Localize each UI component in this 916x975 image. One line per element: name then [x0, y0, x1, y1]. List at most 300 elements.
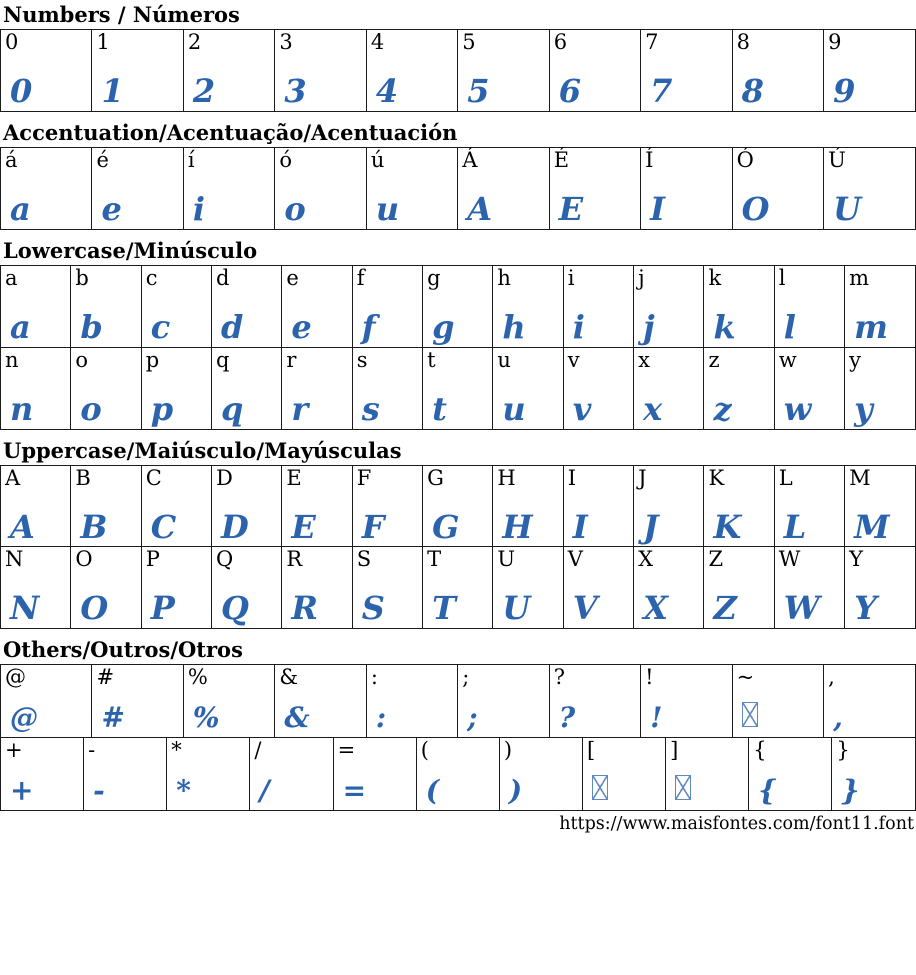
- character-label: y: [849, 347, 861, 372]
- character-label: h: [497, 266, 511, 291]
- character-label: [: [586, 737, 596, 762]
- character-label: e: [286, 266, 299, 291]
- character-label: B: [75, 465, 91, 490]
- character-label: 9: [828, 30, 842, 55]
- font-glyph: I: [572, 507, 588, 546]
- font-glyph: u: [502, 389, 526, 428]
- font-glyph: Z: [713, 589, 737, 628]
- font-glyph: m: [854, 308, 888, 347]
- font-glyph: ): [508, 773, 523, 807]
- notdef-box-icon: [592, 775, 608, 800]
- character-label: S: [356, 547, 372, 572]
- glyph-cell-í: [183, 147, 276, 230]
- glyph-cell-u: [492, 347, 564, 430]
- glyph-cell-z: [703, 347, 775, 430]
- font-glyph: P: [150, 589, 175, 628]
- glyph-cell-3: [274, 29, 367, 112]
- font-glyph: a: [10, 308, 31, 347]
- character-label: ó: [279, 148, 293, 173]
- font-glyph: i: [192, 190, 206, 229]
- glyph-cell-w: [774, 347, 846, 430]
- glyph-cell-p: [141, 347, 213, 430]
- character-label: d: [216, 266, 230, 291]
- character-label: 0: [5, 30, 19, 55]
- glyph-cell-Á: [457, 147, 550, 230]
- glyph-cell-f: [352, 265, 424, 348]
- font-glyph: 3: [284, 72, 307, 111]
- missing-glyph: [592, 775, 608, 805]
- glyph-cell-2: [183, 29, 276, 112]
- character-label: ú: [370, 148, 385, 173]
- notdef-box-icon: [742, 702, 758, 727]
- font-glyph: L: [783, 507, 807, 546]
- section-accentuation: [0, 112, 916, 230]
- glyph-cell-k: [703, 265, 775, 348]
- character-label: :: [370, 665, 378, 690]
- character-label: V: [567, 547, 583, 572]
- character-label: w: [778, 347, 797, 372]
- font-glyph: w: [783, 389, 812, 428]
- glyph-row: [0, 465, 916, 548]
- character-label: M: [849, 465, 871, 490]
- character-label: H: [497, 465, 516, 490]
- font-glyph: D: [221, 507, 249, 546]
- character-label: /: [254, 737, 262, 762]
- character-label: E: [286, 465, 302, 490]
- glyph-row: [0, 265, 916, 348]
- font-glyph: K: [713, 507, 742, 546]
- glyph-cell-r: [281, 347, 353, 430]
- font-glyph: @: [10, 701, 38, 735]
- character-label: X: [638, 547, 654, 572]
- glyph-cell-F: [352, 465, 424, 548]
- font-glyph: k: [713, 308, 736, 347]
- font-glyph: *: [176, 773, 191, 807]
- glyph-cell-*: [166, 737, 251, 811]
- character-label: +: [5, 737, 23, 762]
- section-title-numbers: Numbers / Números: [3, 2, 240, 27]
- character-label: I: [567, 465, 577, 490]
- font-glyph: G: [432, 507, 460, 546]
- character-label: r: [286, 347, 297, 372]
- character-label: J: [638, 465, 647, 490]
- font-glyph: !: [650, 701, 663, 735]
- glyph-row: [0, 664, 916, 738]
- font-glyph: Q: [221, 589, 249, 628]
- font-glyph: p: [150, 389, 174, 428]
- font-glyph: ;: [467, 701, 478, 735]
- character-label: ;: [462, 665, 470, 690]
- glyph-cell-g: [422, 265, 494, 348]
- glyph-cell-A: [0, 465, 72, 548]
- section-title-lowercase: Lowercase/Minúsculo: [3, 238, 258, 264]
- font-glyph: I: [650, 190, 666, 229]
- font-glyph: 6: [558, 72, 581, 111]
- font-glyph: 9: [833, 72, 856, 111]
- glyph-cell-{: [748, 737, 833, 811]
- character-label: É: [553, 148, 570, 173]
- font-glyph: M: [854, 507, 890, 546]
- character-label: A: [5, 465, 21, 490]
- character-label: {: [753, 737, 767, 762]
- font-glyph: l: [783, 308, 796, 347]
- source-url: https://www.maisfontes.com/font11.font: [559, 813, 914, 834]
- character-label: K: [708, 465, 725, 490]
- character-label: n: [5, 347, 19, 372]
- notdef-box-icon: [675, 775, 691, 800]
- font-glyph: o: [80, 389, 102, 428]
- font-glyph: Y: [854, 589, 877, 628]
- font-glyph: b: [80, 308, 103, 347]
- glyph-cell-a: [0, 265, 72, 348]
- character-label: a: [5, 266, 18, 291]
- character-label: }: [836, 737, 850, 762]
- character-label: T: [427, 547, 442, 572]
- glyph-cell-@: [0, 664, 93, 738]
- character-label: P: [145, 547, 160, 572]
- glyph-row: [0, 737, 916, 811]
- glyph-cell-0: [0, 29, 93, 112]
- glyph-cell--: [83, 737, 168, 811]
- section-numbers: [0, 0, 916, 112]
- font-glyph: 1: [101, 72, 124, 111]
- glyph-row: [0, 347, 916, 430]
- font-glyph: O: [741, 190, 770, 229]
- glyph-cell-e: [281, 265, 353, 348]
- character-label: m: [849, 266, 870, 291]
- section-title-accentuation: Accentuation/Acentuação/Acentuación: [3, 120, 458, 146]
- glyph-cell-+: [0, 737, 85, 811]
- character-label: 2: [187, 30, 202, 55]
- character-label: i: [567, 266, 575, 291]
- character-label: =: [337, 737, 356, 762]
- glyph-cell-S: [352, 546, 424, 629]
- missing-glyph: [675, 775, 691, 805]
- font-glyph: =: [342, 773, 367, 807]
- glyph-cell-9: [823, 29, 916, 112]
- font-glyph: y: [854, 389, 873, 428]
- font-glyph: n: [10, 389, 34, 428]
- glyph-cell-b: [70, 265, 142, 348]
- glyph-cell-[: [582, 737, 667, 811]
- font-glyph: A: [10, 507, 35, 546]
- font-glyph: T: [432, 589, 456, 628]
- missing-glyph: [742, 702, 758, 732]
- glyph-cell-;: [457, 664, 550, 738]
- glyph-cell-l: [774, 265, 846, 348]
- glyph-cell-}: [831, 737, 916, 811]
- font-glyph: U: [833, 190, 861, 229]
- character-label: í: [187, 148, 195, 173]
- glyph-cell-&: [274, 664, 367, 738]
- glyph-cell-6: [549, 29, 642, 112]
- font-glyph: ,: [833, 701, 843, 735]
- font-glyph: 2: [192, 72, 216, 111]
- character-label: #: [96, 665, 115, 690]
- font-glyph: #: [101, 701, 125, 735]
- glyph-cell-%: [183, 664, 276, 738]
- glyph-cell-5: [457, 29, 550, 112]
- glyph-cell-?: [549, 664, 642, 738]
- glyph-cell-J: [633, 465, 705, 548]
- glyph-cell-B: [70, 465, 142, 548]
- character-label: p: [145, 347, 160, 372]
- character-label: z: [708, 347, 720, 372]
- glyph-cell-:: [366, 664, 459, 738]
- character-label: ]: [670, 737, 679, 762]
- glyph-cell-O: [70, 546, 142, 629]
- font-glyph: C: [150, 507, 177, 546]
- font-glyph: r: [291, 389, 309, 428]
- character-label: f: [356, 266, 365, 291]
- font-glyph: E: [558, 190, 584, 229]
- glyph-row: [0, 546, 916, 629]
- character-label: &: [279, 665, 299, 690]
- character-label: *: [171, 737, 182, 762]
- glyph-cell-Í: [640, 147, 733, 230]
- character-label: s: [356, 347, 368, 372]
- font-glyph: v: [572, 389, 592, 428]
- font-glyph: E: [291, 507, 316, 546]
- character-label: u: [497, 347, 511, 372]
- character-label: v: [567, 347, 580, 372]
- section-lowercase: [0, 230, 916, 430]
- glyph-cell-C: [141, 465, 213, 548]
- glyph-cell-y: [844, 347, 916, 430]
- glyph-cell-#: [91, 664, 184, 738]
- character-label: á: [5, 148, 18, 173]
- font-glyph: 0: [10, 72, 33, 111]
- glyph-cell-H: [492, 465, 564, 548]
- character-label: t: [427, 347, 436, 372]
- glyph-cell-n: [0, 347, 72, 430]
- glyph-cell-Z: [703, 546, 775, 629]
- font-glyph: {: [758, 773, 777, 807]
- character-label: 1: [96, 30, 110, 55]
- glyph-cell-i: [563, 265, 635, 348]
- glyph-row: [0, 29, 916, 112]
- font-glyph: x: [643, 389, 663, 428]
- character-label: l: [778, 266, 786, 291]
- character-label: Q: [216, 547, 234, 572]
- character-label: Ó: [736, 148, 754, 173]
- glyph-cell-D: [211, 465, 283, 548]
- character-label: N: [5, 547, 24, 572]
- glyph-cell-x: [633, 347, 705, 430]
- glyph-cell-Ú: [823, 147, 916, 230]
- glyph-cell-c: [141, 265, 213, 348]
- font-glyph: e: [291, 308, 312, 347]
- character-label: c: [145, 266, 158, 291]
- character-label: ,: [828, 665, 835, 690]
- character-label: Á: [462, 148, 478, 173]
- glyph-cell-1: [91, 29, 184, 112]
- character-label: W: [778, 547, 801, 572]
- font-glyph: d: [221, 308, 244, 347]
- glyph-cell-U: [492, 546, 564, 629]
- font-glyph: H: [502, 507, 533, 546]
- character-label: G: [427, 465, 444, 490]
- character-label: -: [88, 737, 96, 762]
- character-label: L: [778, 465, 793, 490]
- character-label: ~: [736, 665, 755, 690]
- glyph-cell-N: [0, 546, 72, 629]
- character-label: ?: [553, 665, 565, 690]
- font-glyph: -: [93, 773, 105, 807]
- character-label: Z: [708, 547, 724, 572]
- glyph-cell-h: [492, 265, 564, 348]
- glyph-cell-d: [211, 265, 283, 348]
- glyph-cell-8: [732, 29, 825, 112]
- glyph-cell-P: [141, 546, 213, 629]
- character-label: 3: [279, 30, 293, 55]
- character-label: Y: [849, 547, 863, 572]
- font-glyph: o: [284, 190, 306, 229]
- glyph-row: [0, 147, 916, 230]
- glyph-cell-ó: [274, 147, 367, 230]
- font-glyph: :: [375, 701, 387, 735]
- glyph-cell-o: [70, 347, 142, 430]
- font-glyph: }: [841, 773, 860, 807]
- section-uppercase: [0, 430, 916, 630]
- font-glyph: A: [467, 190, 493, 229]
- glyph-cell-G: [422, 465, 494, 548]
- character-label: !: [645, 665, 654, 690]
- glyph-cell-é: [91, 147, 184, 230]
- font-glyph: a: [10, 190, 31, 229]
- character-label: k: [708, 266, 722, 291]
- glyph-cell-R: [281, 546, 353, 629]
- font-glyph: U: [502, 589, 531, 628]
- character-label: C: [145, 465, 162, 490]
- font-glyph: 4: [375, 72, 399, 111]
- glyph-cell-!: [640, 664, 733, 738]
- glyph-cell-Y: [844, 546, 916, 629]
- glyph-cell-V: [563, 546, 635, 629]
- font-glyph: i: [572, 308, 585, 347]
- character-label: 5: [462, 30, 476, 55]
- font-glyph: F: [361, 507, 385, 546]
- section-title-uppercase: Uppercase/Maiúsculo/Mayúsculas: [3, 437, 402, 463]
- glyph-cell-,: [823, 664, 916, 738]
- font-glyph: J: [643, 507, 659, 546]
- character-label: o: [75, 347, 88, 372]
- character-label: (: [420, 737, 429, 762]
- character-label: Ú: [828, 148, 846, 173]
- glyph-cell-j: [633, 265, 705, 348]
- font-glyph: &: [284, 701, 310, 735]
- font-glyph: g: [432, 308, 455, 347]
- character-label: b: [75, 266, 89, 291]
- font-glyph: S: [361, 589, 385, 628]
- character-label: 7: [645, 30, 659, 55]
- font-glyph: h: [502, 308, 526, 347]
- font-glyph: 5: [467, 72, 490, 111]
- glyph-cell-Q: [211, 546, 283, 629]
- font-glyph: %: [192, 701, 220, 735]
- glyph-cell-=: [333, 737, 418, 811]
- glyph-cell-): [499, 737, 584, 811]
- glyph-cell-s: [352, 347, 424, 430]
- glyph-cell-]: [665, 737, 750, 811]
- character-label: 4: [370, 30, 385, 55]
- font-glyph: X: [643, 589, 668, 628]
- character-label: @: [5, 665, 26, 690]
- font-glyph: B: [80, 507, 108, 546]
- font-glyph: 8: [741, 72, 764, 111]
- glyph-cell-K: [703, 465, 775, 548]
- glyph-cell-L: [774, 465, 846, 548]
- character-label: R: [286, 547, 303, 572]
- font-glyph: ?: [558, 701, 576, 735]
- glyph-cell-q: [211, 347, 283, 430]
- font-glyph: +: [10, 773, 34, 807]
- glyph-cell-~: [732, 664, 825, 738]
- font-glyph: s: [361, 389, 380, 428]
- glyph-cell-M: [844, 465, 916, 548]
- character-label: Í: [645, 148, 654, 173]
- font-glyph: f: [361, 308, 376, 347]
- character-label: 6: [553, 30, 568, 55]
- glyph-cell-I: [563, 465, 635, 548]
- font-glyph: /: [259, 773, 270, 807]
- font-glyph: O: [80, 589, 109, 628]
- character-label: x: [638, 347, 650, 372]
- font-glyph: j: [643, 308, 655, 347]
- font-glyph: V: [572, 589, 598, 628]
- glyph-cell-É: [549, 147, 642, 230]
- font-glyph: W: [783, 589, 820, 628]
- character-label: g: [427, 266, 441, 291]
- glyph-cell-E: [281, 465, 353, 548]
- character-label: D: [216, 465, 233, 490]
- glyph-cell-á: [0, 147, 93, 230]
- glyph-cell-T: [422, 546, 494, 629]
- glyph-cell-v: [563, 347, 635, 430]
- character-label: q: [216, 347, 230, 372]
- font-glyph: t: [432, 389, 447, 428]
- character-label: é: [96, 148, 109, 173]
- glyph-cell-/: [249, 737, 334, 811]
- character-label: 8: [736, 30, 750, 55]
- character-label: U: [497, 547, 516, 572]
- section-others: [0, 629, 916, 811]
- font-glyph: N: [10, 589, 40, 628]
- character-label: j: [638, 266, 645, 291]
- glyph-cell-4: [366, 29, 459, 112]
- glyph-cell-X: [633, 546, 705, 629]
- glyph-cell-W: [774, 546, 846, 629]
- font-glyph: 7: [650, 72, 673, 111]
- character-label: O: [75, 547, 93, 572]
- character-label: ): [503, 737, 513, 762]
- font-glyph: R: [291, 589, 318, 628]
- font-glyph: q: [221, 389, 244, 428]
- section-title-others: Others/Outros/Otros: [3, 637, 243, 663]
- glyph-cell-t: [422, 347, 494, 430]
- font-glyph: e: [101, 190, 122, 229]
- glyph-cell-m: [844, 265, 916, 348]
- font-glyph: u: [375, 190, 400, 229]
- character-label: %: [187, 665, 208, 690]
- glyph-cell-7: [640, 29, 733, 112]
- font-glyph: (: [425, 773, 439, 807]
- character-label: F: [356, 465, 372, 490]
- font-glyph: c: [150, 308, 171, 347]
- glyph-cell-Ó: [732, 147, 825, 230]
- glyph-cell-(: [416, 737, 501, 811]
- font-glyph: z: [713, 389, 732, 428]
